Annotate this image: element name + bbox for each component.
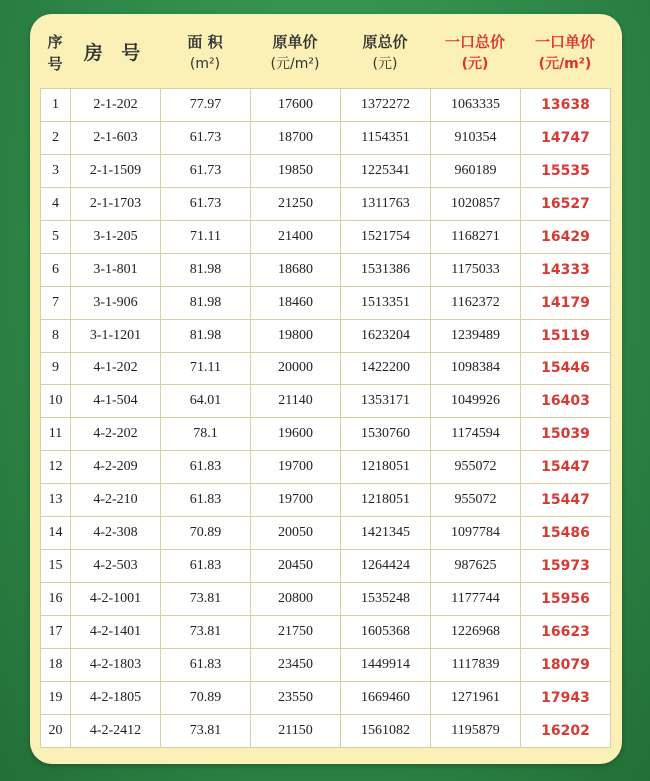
cell-index: 16 xyxy=(41,583,71,616)
cell-orig-total-price: 1154351 xyxy=(341,121,431,154)
cell-room: 4-2-1803 xyxy=(71,648,161,681)
cell-orig-total-price: 1530760 xyxy=(341,418,431,451)
cell-room: 4-2-2412 xyxy=(71,714,161,747)
cell-index: 5 xyxy=(41,220,71,253)
cell-final-unit-price: 14747 xyxy=(521,121,611,154)
cell-room: 4-2-1001 xyxy=(71,583,161,616)
cell-area: 71.11 xyxy=(161,220,251,253)
cell-index: 20 xyxy=(41,714,71,747)
cell-orig-total-price: 1225341 xyxy=(341,154,431,187)
cell-final-total-price: 910354 xyxy=(431,121,521,154)
cell-final-unit-price: 15535 xyxy=(521,154,611,187)
cell-room: 4-2-209 xyxy=(71,451,161,484)
cell-room: 4-2-1805 xyxy=(71,681,161,714)
cell-index: 4 xyxy=(41,187,71,220)
header-final-total-price xyxy=(430,20,520,86)
cell-orig-total-price: 1531386 xyxy=(341,253,431,286)
cell-final-total-price: 1175033 xyxy=(431,253,521,286)
cell-orig-unit-price: 18460 xyxy=(251,286,341,319)
cell-orig-unit-price: 21140 xyxy=(251,385,341,418)
cell-orig-total-price: 1561082 xyxy=(341,714,431,747)
cell-final-unit-price: 15973 xyxy=(521,550,611,583)
header-final-unit-price-line1: 一口单价 xyxy=(534,33,595,51)
header-area-line2: (m²) xyxy=(189,56,221,72)
header-orig-total-price xyxy=(340,20,430,86)
cell-area: 78.1 xyxy=(161,418,251,451)
cell-orig-total-price: 1521754 xyxy=(341,220,431,253)
cell-room: 3-1-205 xyxy=(71,220,161,253)
cell-final-total-price: 1174594 xyxy=(431,418,521,451)
cell-final-total-price: 1063335 xyxy=(431,89,521,122)
cell-orig-total-price: 1535248 xyxy=(341,583,431,616)
cell-orig-unit-price: 19700 xyxy=(251,484,341,517)
cell-index: 2 xyxy=(41,121,71,154)
table-row xyxy=(41,484,611,517)
cell-final-unit-price: 15956 xyxy=(521,583,611,616)
cell-final-unit-price: 16403 xyxy=(521,385,611,418)
cell-area: 61.83 xyxy=(161,550,251,583)
cell-orig-unit-price: 21400 xyxy=(251,220,341,253)
table-row xyxy=(41,385,611,418)
cell-orig-unit-price: 17600 xyxy=(251,89,341,122)
cell-final-unit-price: 16527 xyxy=(521,187,611,220)
cell-room: 4-2-202 xyxy=(71,418,161,451)
table-row xyxy=(41,583,611,616)
cell-orig-unit-price: 20800 xyxy=(251,583,341,616)
cell-orig-total-price: 1669460 xyxy=(341,681,431,714)
table-row xyxy=(41,418,611,451)
cell-area: 71.11 xyxy=(161,352,251,385)
cell-orig-total-price: 1449914 xyxy=(341,648,431,681)
cell-final-total-price: 1117839 xyxy=(431,648,521,681)
cell-area: 61.73 xyxy=(161,187,251,220)
cell-area: 81.98 xyxy=(161,253,251,286)
table-row xyxy=(41,187,611,220)
header-final-unit-price-line2: (元/m²) xyxy=(538,56,592,72)
cell-final-unit-price: 15446 xyxy=(521,352,611,385)
table-row xyxy=(41,550,611,583)
header-index xyxy=(40,20,70,86)
cell-area: 61.83 xyxy=(161,484,251,517)
cell-final-total-price: 1162372 xyxy=(431,286,521,319)
cell-index: 10 xyxy=(41,385,71,418)
cell-room: 2-1-1509 xyxy=(71,154,161,187)
cell-orig-total-price: 1623204 xyxy=(341,319,431,352)
cell-room: 4-1-504 xyxy=(71,385,161,418)
header-room-label: 房 号 xyxy=(83,42,147,64)
cell-orig-total-price: 1422200 xyxy=(341,352,431,385)
cell-orig-unit-price: 21750 xyxy=(251,616,341,649)
price-table xyxy=(40,88,611,748)
cell-index: 6 xyxy=(41,253,71,286)
cell-final-unit-price: 15447 xyxy=(521,451,611,484)
header-final-total-price-line2: (元) xyxy=(461,56,489,72)
cell-final-unit-price: 16429 xyxy=(521,220,611,253)
cell-final-total-price: 955072 xyxy=(431,451,521,484)
cell-area: 64.01 xyxy=(161,385,251,418)
table-row xyxy=(41,220,611,253)
cell-final-unit-price: 15447 xyxy=(521,484,611,517)
cell-final-unit-price: 16202 xyxy=(521,714,611,747)
header-orig-unit-price-line1: 原单价 xyxy=(272,33,318,51)
cell-index: 7 xyxy=(41,286,71,319)
cell-final-total-price: 1168271 xyxy=(431,220,521,253)
cell-orig-unit-price: 19600 xyxy=(251,418,341,451)
table-row xyxy=(41,681,611,714)
cell-area: 70.89 xyxy=(161,681,251,714)
cell-index: 8 xyxy=(41,319,71,352)
cell-area: 70.89 xyxy=(161,517,251,550)
cell-room: 3-1-906 xyxy=(71,286,161,319)
table-row xyxy=(41,89,611,122)
cell-final-unit-price: 18079 xyxy=(521,648,611,681)
table-row xyxy=(41,648,611,681)
cell-index: 11 xyxy=(41,418,71,451)
cell-area: 73.81 xyxy=(161,714,251,747)
cell-area: 81.98 xyxy=(161,286,251,319)
cell-final-unit-price: 17943 xyxy=(521,681,611,714)
header-orig-total-price-line2: (元) xyxy=(372,56,398,72)
cell-orig-unit-price: 19800 xyxy=(251,319,341,352)
cell-final-total-price: 960189 xyxy=(431,154,521,187)
table-row xyxy=(41,253,611,286)
cell-orig-total-price: 1513351 xyxy=(341,286,431,319)
cell-final-unit-price: 15119 xyxy=(521,319,611,352)
header-index-line2: 号 xyxy=(47,55,63,73)
cell-room: 3-1-801 xyxy=(71,253,161,286)
table-row xyxy=(41,121,611,154)
table-row xyxy=(41,451,611,484)
cell-final-unit-price: 13638 xyxy=(521,89,611,122)
header-orig-unit-price-line2: (元/m²) xyxy=(270,56,320,72)
cell-room: 4-2-1401 xyxy=(71,616,161,649)
cell-room: 3-1-1201 xyxy=(71,319,161,352)
cell-orig-total-price: 1372272 xyxy=(341,89,431,122)
table-row xyxy=(41,517,611,550)
cell-orig-total-price: 1421345 xyxy=(341,517,431,550)
cell-orig-unit-price: 23550 xyxy=(251,681,341,714)
cell-orig-unit-price: 21250 xyxy=(251,187,341,220)
cell-final-unit-price: 14333 xyxy=(521,253,611,286)
cell-orig-unit-price: 20450 xyxy=(251,550,341,583)
cell-orig-total-price: 1353171 xyxy=(341,385,431,418)
cell-final-total-price: 1226968 xyxy=(431,616,521,649)
cell-orig-total-price: 1311763 xyxy=(341,187,431,220)
cell-index: 15 xyxy=(41,550,71,583)
cell-index: 9 xyxy=(41,352,71,385)
cell-index: 3 xyxy=(41,154,71,187)
cell-room: 4-2-308 xyxy=(71,517,161,550)
header-area xyxy=(160,20,250,86)
table-row xyxy=(41,319,611,352)
cell-final-total-price: 955072 xyxy=(431,484,521,517)
cell-final-total-price: 1020857 xyxy=(431,187,521,220)
cell-final-unit-price: 16623 xyxy=(521,616,611,649)
cell-final-unit-price: 15486 xyxy=(521,517,611,550)
cell-index: 18 xyxy=(41,648,71,681)
cell-final-total-price: 987625 xyxy=(431,550,521,583)
cell-room: 2-1-603 xyxy=(71,121,161,154)
header-area-line1: 面 积 xyxy=(187,33,223,51)
cell-final-total-price: 1097784 xyxy=(431,517,521,550)
cell-room: 4-2-210 xyxy=(71,484,161,517)
cell-area: 61.73 xyxy=(161,154,251,187)
table-header xyxy=(40,20,610,86)
cell-final-total-price: 1177744 xyxy=(431,583,521,616)
cell-index: 17 xyxy=(41,616,71,649)
cell-index: 12 xyxy=(41,451,71,484)
header-orig-total-price-line1: 原总价 xyxy=(362,33,408,51)
cell-room: 4-1-202 xyxy=(71,352,161,385)
cell-room: 2-1-1703 xyxy=(71,187,161,220)
cell-area: 61.73 xyxy=(161,121,251,154)
cell-orig-unit-price: 18680 xyxy=(251,253,341,286)
cell-orig-total-price: 1218051 xyxy=(341,484,431,517)
cell-orig-unit-price: 21150 xyxy=(251,714,341,747)
cell-orig-total-price: 1264424 xyxy=(341,550,431,583)
cell-room: 4-2-503 xyxy=(71,550,161,583)
cell-final-total-price: 1239489 xyxy=(431,319,521,352)
cell-orig-unit-price: 19700 xyxy=(251,451,341,484)
cell-final-unit-price: 14179 xyxy=(521,286,611,319)
cell-final-total-price: 1098384 xyxy=(431,352,521,385)
cell-final-total-price: 1049926 xyxy=(431,385,521,418)
header-index-line1: 序 xyxy=(47,33,63,51)
cell-final-total-price: 1271961 xyxy=(431,681,521,714)
cell-orig-unit-price: 23450 xyxy=(251,648,341,681)
cell-index: 13 xyxy=(41,484,71,517)
cell-orig-unit-price: 18700 xyxy=(251,121,341,154)
cell-area: 77.97 xyxy=(161,89,251,122)
cell-final-unit-price: 15039 xyxy=(521,418,611,451)
cell-area: 73.81 xyxy=(161,616,251,649)
header-final-unit-price xyxy=(520,20,610,86)
cell-orig-total-price: 1218051 xyxy=(341,451,431,484)
table-row xyxy=(41,616,611,649)
cell-index: 19 xyxy=(41,681,71,714)
cell-area: 61.83 xyxy=(161,451,251,484)
cell-index: 1 xyxy=(41,89,71,122)
cell-area: 81.98 xyxy=(161,319,251,352)
header-final-total-price-line1: 一口总价 xyxy=(444,33,505,51)
cell-orig-unit-price: 19850 xyxy=(251,154,341,187)
cell-orig-total-price: 1605368 xyxy=(341,616,431,649)
cell-index: 14 xyxy=(41,517,71,550)
table-row xyxy=(41,286,611,319)
cell-area: 61.83 xyxy=(161,648,251,681)
cell-final-total-price: 1195879 xyxy=(431,714,521,747)
cell-orig-unit-price: 20000 xyxy=(251,352,341,385)
table-row xyxy=(41,154,611,187)
cell-orig-unit-price: 20050 xyxy=(251,517,341,550)
table-row xyxy=(41,352,611,385)
table-row xyxy=(41,714,611,747)
cell-room: 2-1-202 xyxy=(71,89,161,122)
cell-area: 73.81 xyxy=(161,583,251,616)
header-room xyxy=(70,20,160,86)
header-orig-unit-price xyxy=(250,20,340,86)
